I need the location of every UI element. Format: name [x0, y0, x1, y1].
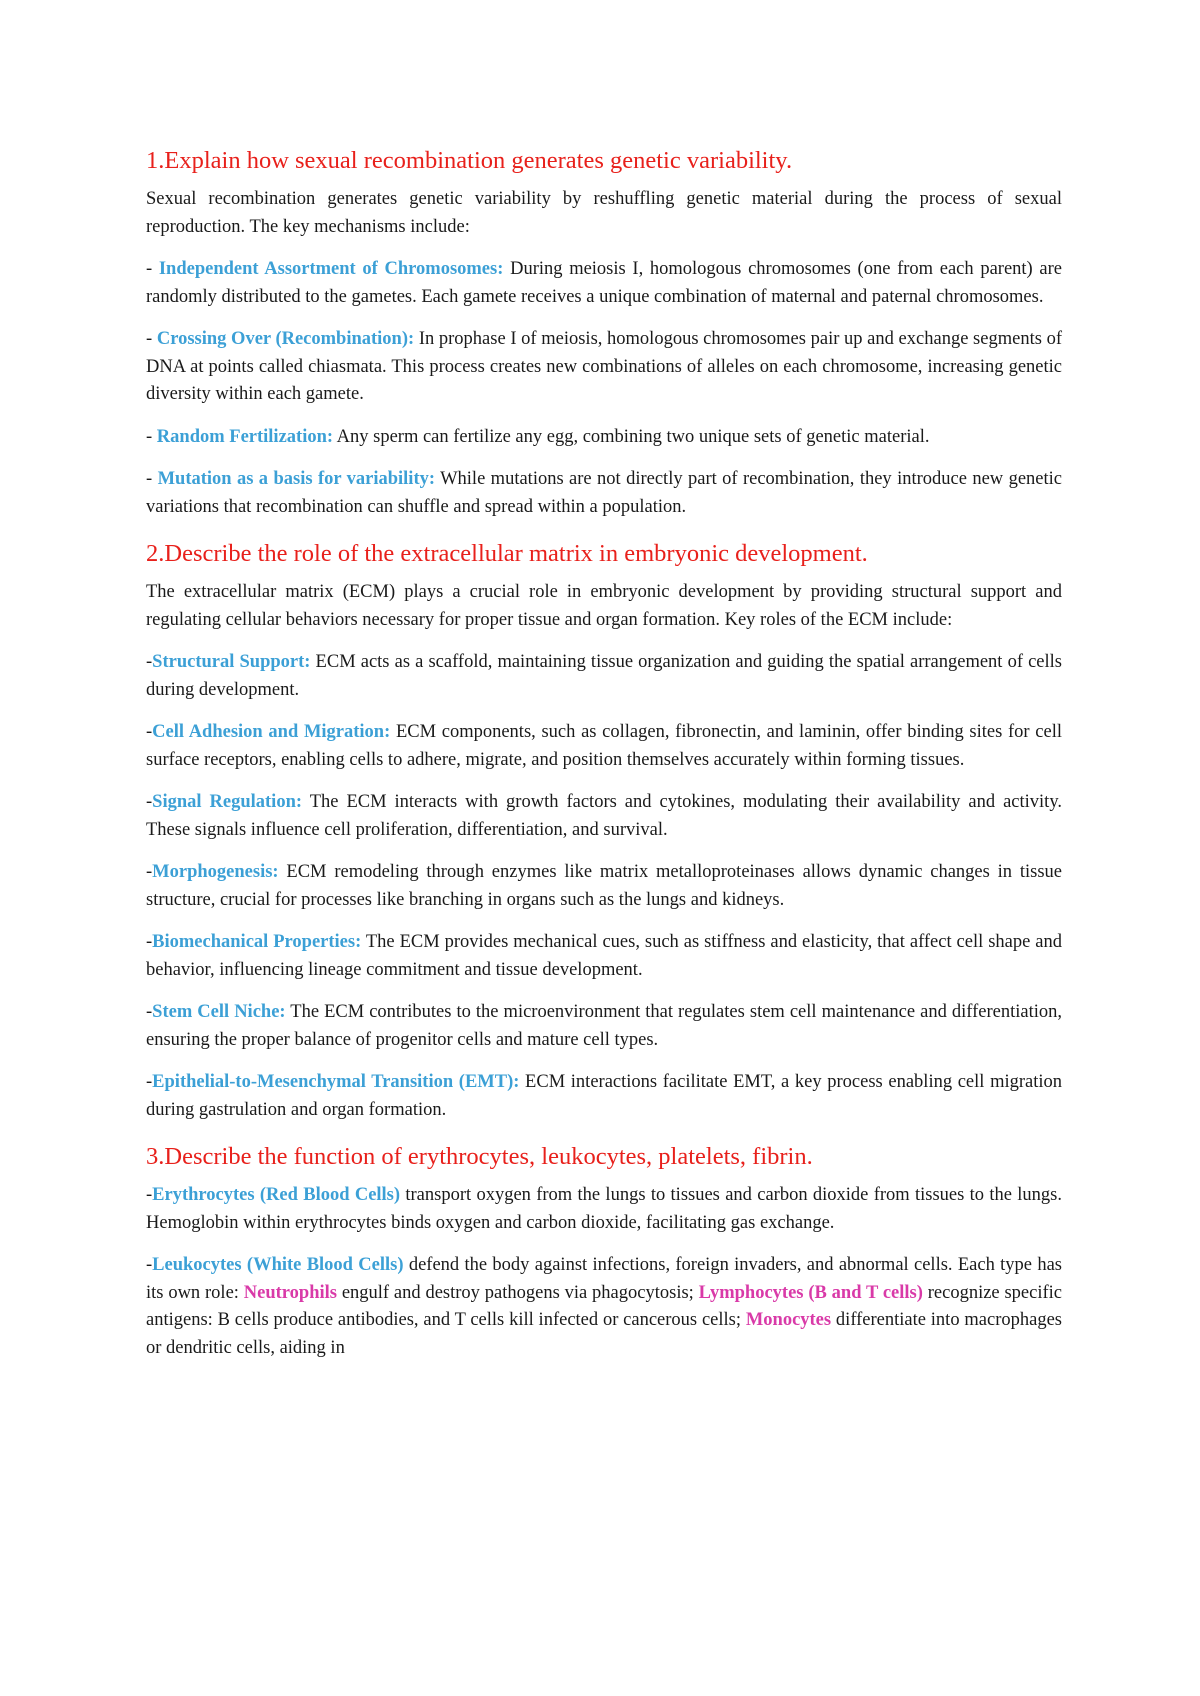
item-term: Biomechanical Properties: [152, 932, 362, 952]
item-text: While mutations are not directly part of recombination, they introduce new genetic variations that recombination can shuffle and spread within a population. [146, 469, 1062, 517]
section-2-intro: The extracellular matrix (ECM) plays a crucial role in embryonic development by providing structural support and regulating cellular behaviors necessary for proper tissue and organ formation. Key roles of the ECM include: [146, 582, 1062, 630]
item-text: The ECM interacts with growth factors and cytokines, modulating their availability and activity. These signals influence cell proliferation, differentiation, and survival. [146, 792, 1062, 840]
erythrocytes-text: transport oxygen from the lungs to tissues and carbon dioxide from tissues to the lungs. Hemoglobin within erythrocytes binds oxygen and carbon dioxide, facilitating gas exchange. [146, 1185, 1062, 1233]
section-1-intro: Sexual recombination generates genetic variability by reshuffling genetic material during the process of sexual reproduction. The key mechanisms include: [146, 189, 1062, 237]
leukocytes-text-4: differentiate into macrophages or dendritic cells, aiding in [146, 1310, 1062, 1358]
leukocytes-text-2: engulf and destroy pathogens via phagocytosis; [336, 1282, 699, 1303]
section-2-item [146, 929, 1062, 984]
item-prefix: - [146, 469, 158, 489]
section-1-item [146, 326, 1062, 409]
item-prefix: - [146, 792, 153, 812]
item-text: The ECM provides mechanical cues, such as stiffness and elasticity, that affect cell shape and behavior, influencing lineage commitment and tissue development. [146, 932, 1062, 980]
item-prefix: - [146, 722, 153, 742]
leukocytes-text-1: defend the body against infections, foreign invaders, and abnormal cells. Each type has its own role: [146, 1255, 1062, 1303]
erythrocytes-paragraph [146, 1182, 1062, 1237]
leukocytes-term: Leukocytes (White Blood Cells) [152, 1255, 404, 1275]
section-1-item [146, 466, 1062, 521]
item-term: Structural Support: [152, 652, 311, 672]
item-text: ECM remodeling through enzymes like matrix metalloproteinases allows dynamic changes in tissue structure, crucial for processes like branching in organs such as the lungs and kidneys. [146, 862, 1062, 910]
item-prefix: - [146, 1185, 153, 1205]
section-1-heading: 1.Explain how sexual recombination generates genetic variability. [146, 147, 793, 174]
item-text: Any sperm can fertilize any egg, combining two unique sets of genetic material. [333, 426, 930, 447]
item-term: Independent Assortment of Chromosomes: [158, 259, 504, 279]
item-prefix: - [146, 1072, 153, 1092]
item-text: ECM components, such as collagen, fibronectin, and laminin, offer binding sites for cell surface receptors, enabling cells to adhere, migrate, and position themselves accurately within forming tissues. [146, 722, 1062, 770]
item-prefix: - [146, 1002, 153, 1022]
section-1-item [146, 424, 1062, 452]
item-prefix: - [146, 259, 159, 279]
neutrophils-term: Neutrophils [243, 1282, 337, 1303]
item-prefix: - [146, 862, 153, 882]
document-page [146, 146, 1062, 1377]
lymphocytes-term: Lymphocytes (B and T cells) [698, 1282, 923, 1303]
item-prefix: - [146, 652, 153, 672]
leukocytes-paragraph [146, 1252, 1062, 1362]
item-term: Crossing Over (Recombination): [156, 329, 415, 349]
item-prefix: - [146, 426, 157, 447]
item-term: Mutation as a basis for variability: [157, 469, 436, 489]
item-term: Epithelial-to-Mesenchymal Transition (EMT): [152, 1072, 520, 1092]
item-text: In prophase I of meiosis, homologous chromosomes pair up and exchange segments of DNA at points called chiasmata. This process creates new combinations of alleles on each chromosome, increasing genetic diversity within each gamete. [146, 329, 1062, 404]
item-text: During meiosis I, homologous chromosomes (one from each parent) are randomly distributed to the gametes. Each gamete receives a unique combination of maternal and paternal chromosomes. [146, 259, 1062, 307]
section-2-heading: 2.Describe the role of the extracellular matrix in embryonic development. [146, 540, 868, 567]
section-2-item [146, 859, 1062, 914]
monocytes-term: Monocytes [745, 1310, 832, 1330]
item-text: ECM interactions facilitate EMT, a key process enabling cell migration during gastrulation and organ formation. [146, 1072, 1063, 1120]
section-3-heading: 3.Describe the function of erythrocytes, leukocytes, platelets, fibrin. [146, 1143, 813, 1170]
item-term: Morphogenesis: [152, 862, 279, 882]
section-2-item [146, 999, 1062, 1054]
item-term: Random Fertilization: [156, 426, 334, 447]
section-2-item [146, 719, 1062, 774]
section-2-item [146, 1069, 1062, 1124]
item-text: ECM acts as a scaffold, maintaining tissue organization and guiding the spatial arrangement of cells during development. [146, 652, 1062, 700]
section-2-item [146, 789, 1062, 844]
item-prefix: - [146, 1255, 153, 1275]
item-term: Cell Adhesion and Migration: [152, 722, 391, 742]
erythrocytes-term: Erythrocytes (Red Blood Cells) [152, 1185, 401, 1205]
section-1-item [146, 256, 1062, 311]
item-text: The ECM contributes to the microenvironment that regulates stem cell maintenance and differentiation, ensuring the proper balance of progenitor cells and mature cell types. [146, 1002, 1062, 1050]
leukocytes-text-3: recognize specific antigens: B cells produce antibodies, and T cells kill infected or cancerous cells; [146, 1282, 1063, 1330]
item-term: Stem Cell Niche: [152, 1002, 286, 1022]
item-prefix: - [146, 932, 153, 952]
item-term: Signal Regulation: [152, 792, 303, 812]
item-prefix: - [146, 329, 157, 349]
section-2-item [146, 649, 1062, 704]
